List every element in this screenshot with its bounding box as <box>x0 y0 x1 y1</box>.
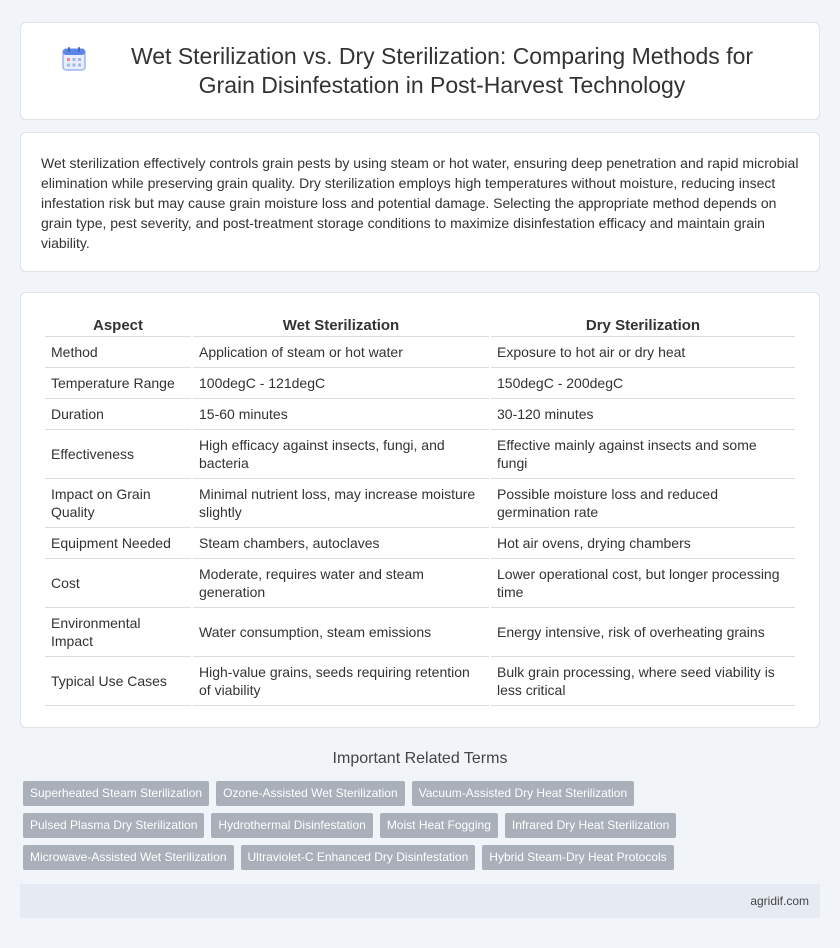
cell-wet: 100degC - 121degC <box>193 368 489 399</box>
table-row <box>45 430 795 479</box>
intro-paragraph: Wet sterilization effectively controls grain pests by using steam or hot water, ensuring deep penetration and rapid microbial elimination while preserving grain quality. Dry sterilization employs high temperatures without moisture, reducing insect infestation risk but may cause grain moisture loss and potential damage. Selecting the appropriate method depends on grain type, pest severity, and post-treatment storage conditions to maximize disinfestation efficacy and maintain grain viability. <box>41 155 799 251</box>
cell-aspect: Cost <box>45 559 191 608</box>
header-dry: Dry Sterilization <box>491 313 795 337</box>
cell-dry: Bulk grain processing, where seed viability is less critical <box>491 657 795 706</box>
term-tag[interactable]: Pulsed Plasma Dry Sterilization <box>23 813 204 838</box>
header-aspect: Aspect <box>45 313 191 337</box>
table-row <box>45 368 795 399</box>
cell-aspect: Method <box>45 337 191 368</box>
term-tag[interactable]: Moist Heat Fogging <box>380 813 498 838</box>
cell-aspect: Duration <box>45 399 191 430</box>
cell-wet: High-value grains, seeds requiring retention of viability <box>193 657 489 706</box>
table-row <box>45 337 795 368</box>
header-wet: Wet Sterilization <box>193 313 489 337</box>
term-row <box>23 813 823 838</box>
table-header-row <box>45 313 795 337</box>
title-wrap <box>21 42 819 100</box>
cell-dry: Effective mainly against insects and some fungi <box>491 430 795 479</box>
related-terms-heading: Important Related Terms <box>332 750 508 767</box>
cell-dry: Lower operational cost, but longer processing time <box>491 559 795 608</box>
comparison-table <box>43 313 797 706</box>
cell-dry: Possible moisture loss and reduced germination rate <box>491 479 795 528</box>
cell-wet: 15-60 minutes <box>193 399 489 430</box>
table-row <box>45 399 795 430</box>
footer <box>20 884 820 918</box>
table-row <box>45 528 795 559</box>
cell-wet: Water consumption, steam emissions <box>193 608 489 657</box>
term-tag[interactable]: Hydrothermal Disinfestation <box>211 813 372 838</box>
related-terms-list <box>23 781 823 877</box>
cell-aspect: Temperature Range <box>45 368 191 399</box>
term-tag[interactable]: Vacuum-Assisted Dry Heat Sterilization <box>412 781 635 806</box>
comparison-table-card <box>20 292 820 728</box>
term-tag[interactable]: Infrared Dry Heat Sterilization <box>505 813 676 838</box>
term-tag[interactable]: Microwave-Assisted Wet Sterilization <box>23 845 234 870</box>
cell-dry: Energy intensive, risk of overheating grains <box>491 608 795 657</box>
cell-wet: High efficacy against insects, fungi, and bacteria <box>193 430 489 479</box>
intro-card <box>20 132 820 272</box>
term-tag[interactable]: Ultraviolet-C Enhanced Dry Disinfestation <box>241 845 476 870</box>
table-row <box>45 608 795 657</box>
cell-wet: Moderate, requires water and steam generation <box>193 559 489 608</box>
table-row <box>45 559 795 608</box>
table-row <box>45 657 795 706</box>
cell-wet: Steam chambers, autoclaves <box>193 528 489 559</box>
cell-aspect: Impact on Grain Quality <box>45 479 191 528</box>
cell-dry: Exposure to hot air or dry heat <box>491 337 795 368</box>
calendar-icon <box>61 46 87 72</box>
title-card <box>20 22 820 120</box>
cell-aspect: Equipment Needed <box>45 528 191 559</box>
term-tag[interactable]: Hybrid Steam-Dry Heat Protocols <box>482 845 673 870</box>
term-tag[interactable]: Superheated Steam Sterilization <box>23 781 209 806</box>
cell-wet: Application of steam or hot water <box>193 337 489 368</box>
cell-dry: 150degC - 200degC <box>491 368 795 399</box>
cell-dry: Hot air ovens, drying chambers <box>491 528 795 559</box>
cell-aspect: Effectiveness <box>45 430 191 479</box>
page-title: Wet Sterilization vs. Dry Sterilization: Comparing Methods for Grain Disinfestation in Post-Harvest Technology <box>130 43 754 98</box>
cell-aspect: Typical Use Cases <box>45 657 191 706</box>
term-tag[interactable]: Ozone-Assisted Wet Sterilization <box>216 781 405 806</box>
term-row <box>23 845 823 870</box>
cell-aspect: Environmental Impact <box>45 608 191 657</box>
cell-dry: 30-120 minutes <box>491 399 795 430</box>
cell-wet: Minimal nutrient loss, may increase moisture slightly <box>193 479 489 528</box>
term-row <box>23 781 823 806</box>
footer-site-link[interactable]: agridif.com <box>750 894 809 908</box>
table-row <box>45 479 795 528</box>
